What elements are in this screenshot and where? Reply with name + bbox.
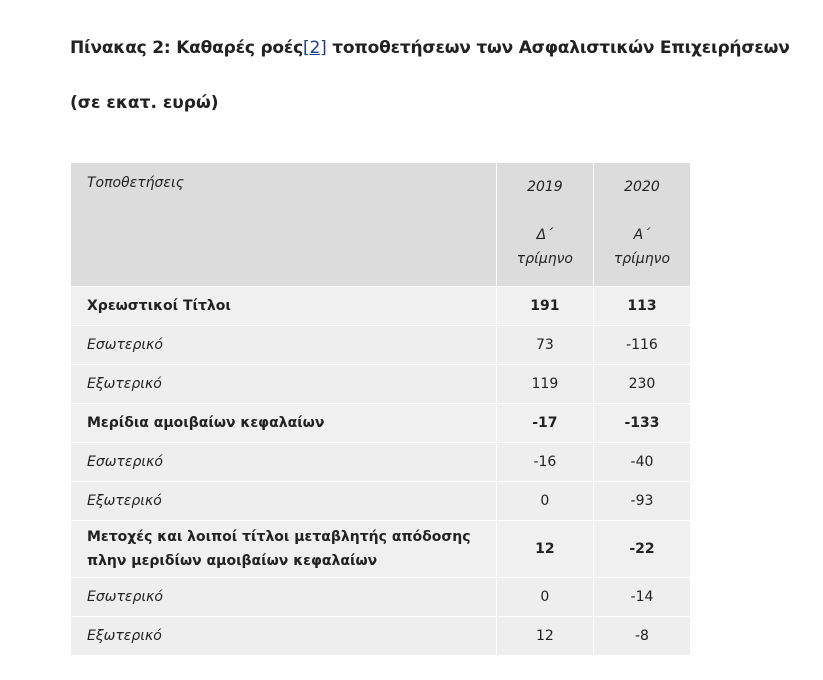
- header-unit-2020: τρίμηνο: [613, 251, 671, 267]
- row-label-line-2: πλην μεριδίων αμοιβαίων κεφαλαίων: [87, 553, 378, 569]
- row-value-2020: -116: [593, 326, 690, 365]
- row-value-2019: 191: [496, 287, 593, 326]
- table-subtitle: (σε εκατ. ευρώ): [70, 93, 219, 113]
- row-value-2020: -8: [593, 617, 690, 656]
- table-row: [71, 287, 691, 326]
- table-row: [71, 482, 691, 521]
- table-header-row: [71, 163, 691, 287]
- header-quarter-2019: Δ΄: [536, 227, 554, 243]
- header-quarter-2020: Α΄: [633, 227, 651, 243]
- row-value-2020: -133: [593, 404, 690, 443]
- table-row: [71, 326, 691, 365]
- row-value-2019: 73: [496, 326, 593, 365]
- table-row: [71, 617, 691, 656]
- table-row: [71, 443, 691, 482]
- header-col-2020: [593, 163, 690, 287]
- header-label: Τοποθετήσεις: [71, 163, 497, 287]
- table-row: [71, 404, 691, 443]
- row-value-2019: 0: [496, 482, 593, 521]
- header-col-2019: [496, 163, 593, 287]
- placements-table: [70, 162, 691, 656]
- row-value-2020: -93: [593, 482, 690, 521]
- row-value-2020: -40: [593, 443, 690, 482]
- row-value-2019: 12: [496, 617, 593, 656]
- row-value-2020: 113: [593, 287, 690, 326]
- table-title: [70, 38, 790, 58]
- row-label-line-1: Μετοχές και λοιποί τίτλοι μεταβλητής απόδοσης: [87, 529, 471, 545]
- table-row: [71, 578, 691, 617]
- row-value-2019: -17: [496, 404, 593, 443]
- header-unit-2019: τρίμηνο: [516, 251, 573, 267]
- row-label: Εσωτερικό: [71, 578, 497, 617]
- row-value-2019: 12: [496, 521, 593, 578]
- row-value-2020: 230: [593, 365, 690, 404]
- row-value-2020: -22: [593, 521, 690, 578]
- row-label: Μερίδια αμοιβαίων κεφαλαίων: [71, 404, 497, 443]
- row-label: Εξωτερικό: [71, 482, 497, 521]
- row-label: Εσωτερικό: [71, 326, 497, 365]
- footnote-link[interactable]: [2]: [303, 38, 327, 58]
- row-label: Χρεωστικοί Τίτλοι: [71, 287, 497, 326]
- row-label: Εσωτερικό: [71, 443, 497, 482]
- row-value-2020: -14: [593, 578, 690, 617]
- row-label: [71, 521, 497, 578]
- row-label: Εξωτερικό: [71, 617, 497, 656]
- row-value-2019: 0: [496, 578, 593, 617]
- table-row: [71, 521, 691, 578]
- header-year-2019: 2019: [527, 179, 563, 195]
- row-value-2019: 119: [496, 365, 593, 404]
- title-text: Πίνακας 2: Καθαρές ροές: [70, 38, 304, 58]
- title-text-rest: τοποθετήσεων των Ασφαλιστικών Επιχειρήσεων: [326, 38, 790, 58]
- row-label: Εξωτερικό: [71, 365, 497, 404]
- row-value-2019: -16: [496, 443, 593, 482]
- table-row: [71, 365, 691, 404]
- header-year-2020: 2020: [624, 179, 660, 195]
